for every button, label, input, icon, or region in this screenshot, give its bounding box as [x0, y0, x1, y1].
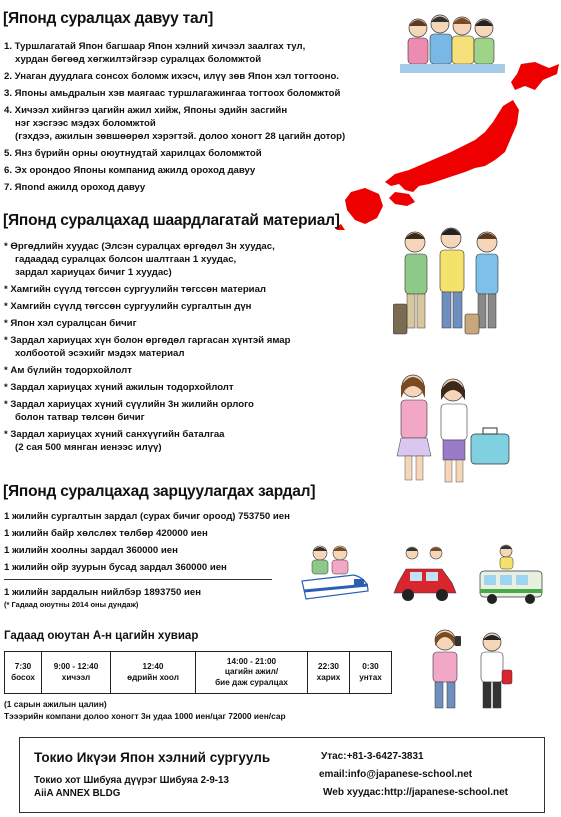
expenses-title: [Японд суралцахад зарцуулагдах зардал] [3, 483, 316, 500]
divider [4, 579, 272, 580]
list-item: * Хамгийн сүүлд төгссөн сургуулийн төгссөн материал [4, 284, 267, 295]
school-building: AiiA ANNEX BLDG [34, 788, 121, 799]
car-illustration [392, 543, 460, 605]
school-email[interactable]: email:info@japanese-school.net [319, 769, 473, 780]
advantages-list [4, 40, 345, 194]
schedule-table [4, 651, 392, 694]
school-website[interactable]: Web хуудас:http://japanese-school.net [323, 787, 508, 798]
expense-note: (* Гадаад оюутны 2014 оны дундаж) [4, 600, 139, 609]
list-item: * Япон хэл суралцсан бичиг [4, 318, 137, 329]
list-item: * Зардал хариуцах хүний санхүүгийн баталгаа [4, 429, 225, 440]
school-address: Токио хот Шибуяа дүүрэг Шибуяа 2-9-13 [34, 775, 229, 786]
list-item: * Зардал хариуцах хүний сүүлийн 3н жилийн орлого [4, 399, 254, 410]
list-item: 1. Туршлагатай Япон багшаар Япон хэлний хичээл заалгах тул, [4, 41, 306, 52]
schedule-cell: 9:00 - 12:40 хичээл [42, 652, 111, 694]
expense-rent: 1 жилийн байр хөлслөх төлбөр 420000 иен [4, 528, 208, 539]
schedule-cell: 22:30 харих [308, 652, 350, 694]
schedule-note: (1 сарын ажилын цалин) [4, 699, 107, 709]
school-info-box [19, 737, 545, 813]
list-item: (2 сая 500 мянган иенээс илүү) [15, 442, 162, 453]
schedule-title: Гадаад оюутан А-н цагийн хувиар [4, 630, 199, 642]
advantages-title: [Японд суралцах давуу тал] [3, 10, 214, 27]
list-item: 3. Японы амьдралын хэв маягаас туршлагажингаа тогтоох боломжтой [4, 88, 341, 99]
schedule-cell: 0:30 унтах [350, 652, 392, 694]
travelers-illustration [393, 222, 513, 342]
train-illustration [298, 541, 370, 605]
list-item: холбоотой эсэхийг мэдэх материал [15, 348, 185, 359]
girls-with-suitcase-illustration [383, 368, 513, 488]
list-item: нэг хэсгээс мэдэх боломжтой [15, 118, 156, 129]
schedule-wage: Тэээрийн компани долоо хоногт 3н удаа 1000 иен/цаг 72000 иен/сар [4, 711, 286, 721]
list-item: гадаадад суралцах болсон шалтгаан 1 хуудас, [15, 254, 237, 265]
list-item: 5. Янз бүрийн орны оюутнудтай харилцах боломжтой [4, 148, 262, 159]
school-name: Токио Икүэи Япон хэлний сургууль [34, 750, 271, 765]
list-item: * Зардал хариуцах хүний ажилын тодорхойлолт [4, 382, 234, 393]
list-item: зардал хариуцах бичиг 1 хуудас) [15, 267, 172, 278]
list-item: 4. Хичээл хийнгээ цагийн ажил хийж, Японы эдийн засгийн [4, 105, 288, 116]
materials-list [4, 240, 290, 454]
person-on-phone-illustration [425, 626, 475, 710]
list-item: 2. Унаган дуудлага сонсох боломж ихэсч, илүү зөв Япон хэл тогтооно. [4, 71, 339, 82]
list-item: * Зардал хариуцах хүн болон өргөдөл гаргасан хүнтэй ямар [4, 335, 291, 346]
school-phone: Утас:+81-3-6427-3831 [321, 751, 424, 762]
list-item: * Өргөдлийн хуудас (Элсэн суралцах өргөдөл 3н хуудас, [4, 241, 275, 252]
list-item: 6. Эх орондоо Японы компанид ажилд ороход давуу [4, 165, 256, 176]
list-item: * Хамгийн сүүлд төгссөн сургуулийн сургалтын дүн [4, 301, 252, 312]
japan-map-illustration [335, 60, 561, 230]
list-item: болон татвар төлсөн бичиг [15, 412, 145, 423]
schedule-cell: 14:00 - 21:00 цагийн ажил/ бие даж суралцах [196, 652, 308, 694]
list-item: 7. Япond ажилд ороход давуу [4, 182, 146, 193]
materials-title: [Японд суралцахад шаардлагатай материал] [3, 212, 340, 229]
list-item: (гэхдээ, ажилын зөвшөөрөл хэрэгтэй. долоо хоногт 28 цагийн дотор) [15, 131, 346, 142]
schedule-cell: 12:40 өдрийн хоол [111, 652, 196, 694]
list-item: * Ам бүлийн тодорхойлолт [4, 365, 132, 376]
person-with-bag-illustration [470, 630, 516, 712]
schedule-cell: 7:30 босох [5, 652, 42, 694]
expense-misc: 1 жилийн ойр зуурын бусад зардал 360000 иен [4, 562, 227, 573]
bus-illustration [476, 541, 546, 607]
expense-food: 1 жилийн хоолны зардал 360000 иен [4, 545, 178, 556]
expense-tuition: 1 жилийн сургалтын зардал (сурах бичиг ороод) 753750 иен [4, 511, 290, 522]
list-item: хурдан бөгөөд хөгжилтэйгээр суралцах боломжтой [15, 54, 262, 65]
expense-total: 1 жилийн зардалын нийлбэр 1893750 иен [4, 587, 202, 598]
